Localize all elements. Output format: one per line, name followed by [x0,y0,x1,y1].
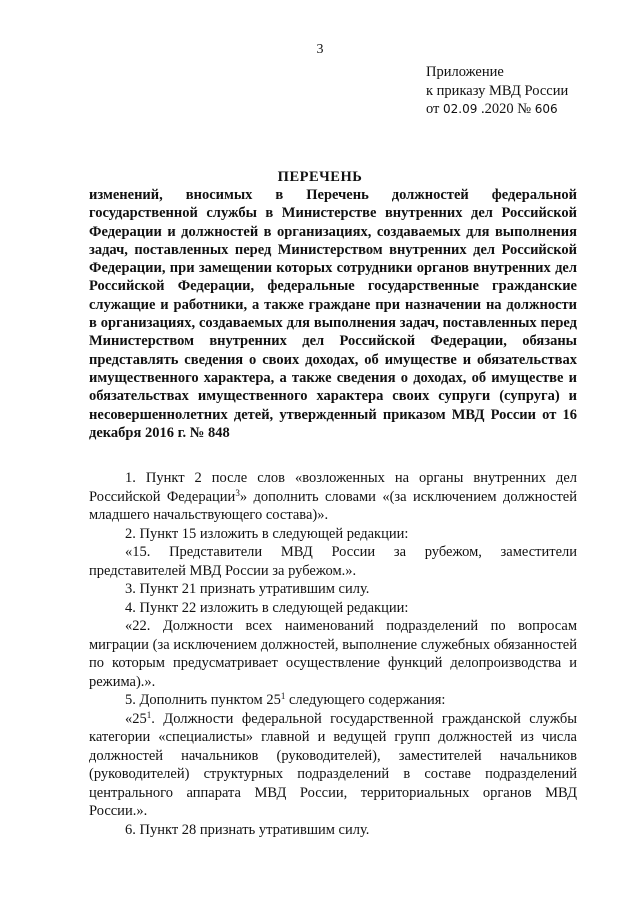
paragraph-item-22-text: «22. Должности всех наименований подразделений по вопросам миграции (за исключением должностей, выполнение служебных обязанностей по которым предусматривает осуществление функций делопроизводства и режима).». [89,618,577,690]
document-subtitle: изменений, вносимых в Перечень должностей федеральной государственной службы в Министерстве внутренних дел Российской Федерации и должностей в организациях, создаваемых для выполнения задач, поставленных перед Министерством внутренних дел Российской Федерации, при замещении которых сотрудники органов внутренних дел Российской Федерации, федеральные государственные гражданские служащие и работники, а также граждане при назначении на должности в организациях, создаваемых для выполнения задач, поставленных перед Министерством внутренних дел Российской Федерации, обязаны представлять сведения о своих доходах, об имуществе и обязательствах имущественного характера, а также сведения о доходах, об имуществе и обязательствах имущественного характера своих супруги (супруга) и несовершеннолетних детей, утвержденный приказом МВД России от 16 декабря 2016 г. № 848 [89,187,577,441]
document-title: ПЕРЕЧЕНЬ [277,169,363,185]
appendix-from-label: от [426,101,440,117]
order-year: .2020 [481,101,514,117]
appendix-line-3 [426,100,568,119]
paragraph-item-15-text: «15. Представители МВД России за рубежом, заместители представителей МВД России за рубежом.». [89,544,577,579]
paragraph-item-5: 5. Дополнить пунктом $25^1$ следующего содержания: [125,691,446,708]
appendix-line-1: Приложение [426,64,504,80]
appendix-block [426,63,568,119]
paragraph-item-2: 2. Пункт 15 изложить в следующей редакции: [125,525,409,542]
order-number: 606 [534,102,558,116]
paragraph-item-25-1-text: «$25^1$. Должности федеральной государственной гражданской службы категории «специалисты» главной и ведущей групп должностей из числа должностей начальников (руководителей), заместителей начальников (руководителей) структурных подразделений в составе подразделений центрального аппарата МВД России, территориальных органов МВД России.». [89,709,577,819]
document-body [89,469,577,839]
paragraph-item-3: 3. Пункт 21 признать утратившим силу. [125,581,370,597]
paragraph-item-6: 6. Пункт 28 признать утратившим силу. [125,821,370,838]
paragraph-item-1: 1. Пункт 2 после слов «возложенных на органы внутренних дел Российской Федерации$^3$» дополнить словами «(за исключением должностей младшего начальствующего состава)». [89,470,577,523]
order-number-label: № [517,101,532,117]
paragraph-item-4: 4. Пункт 22 изложить в следующей редакции: [125,599,409,616]
appendix-line-2: к приказу МВД России [426,82,569,99]
page-number: 3 [316,42,324,57]
order-date: 02.09 [443,102,478,116]
